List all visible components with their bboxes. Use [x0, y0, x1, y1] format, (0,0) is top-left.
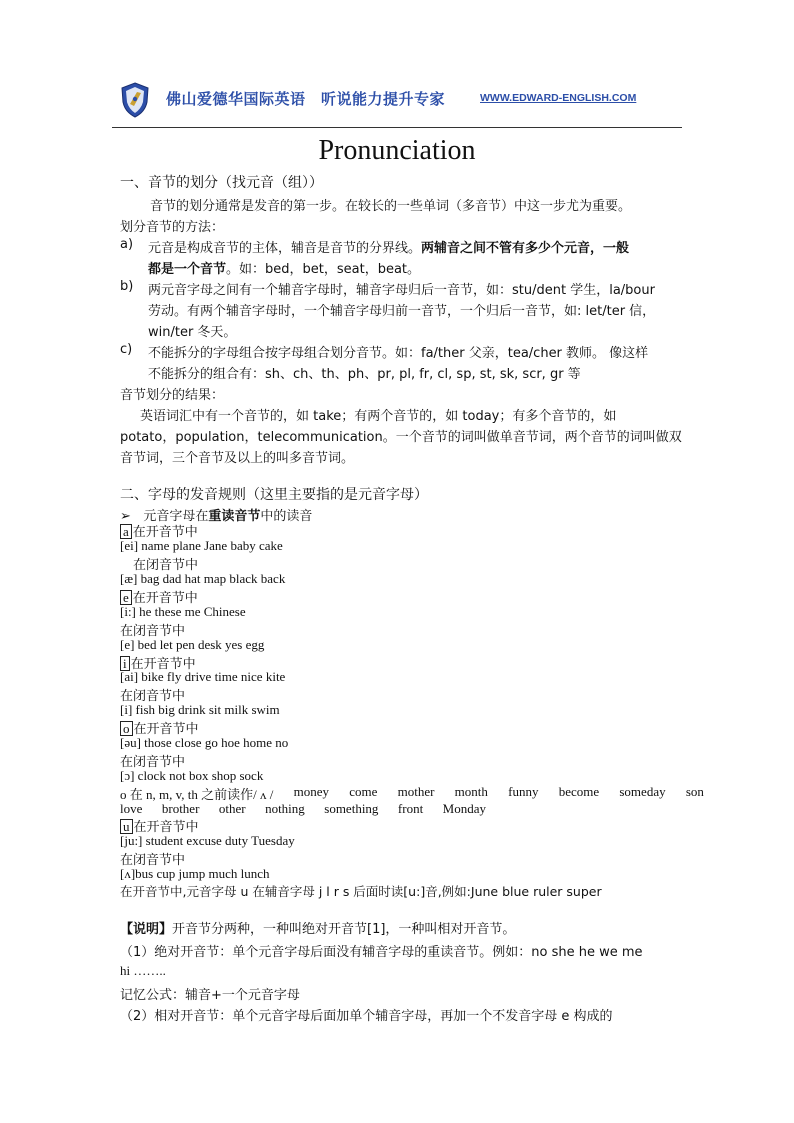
note-line1: 【说明】开音节分两种，一种叫绝对开音节[1]，一种叫相对开音节。	[120, 922, 516, 937]
o-special-line1: o 在 n, m, v, th 之前读作/ ʌ / money come mother month funny become someday son	[120, 784, 704, 802]
a-open-words: [ei] name plane Jane baby cake	[120, 538, 283, 553]
letter-u-box: u	[120, 819, 133, 834]
bullet-bold: 重读音节	[208, 509, 261, 524]
result-line1: 英语词汇中有一个音节的，如 take；有两个音节的，如 today；有多个音节的，如	[140, 409, 617, 424]
section1-heading: 一、音节的划分（找元音（组））	[120, 175, 323, 191]
item-a-marker: a)	[120, 237, 134, 252]
letter-o-box: o	[120, 721, 133, 736]
note-line3: hi ……..	[120, 963, 166, 978]
u-closed-label: 在闭音节中	[120, 853, 186, 868]
item-b-marker: b)	[120, 279, 134, 294]
o-closed-label: 在闭音节中	[120, 755, 186, 770]
result-line3: 音节词，三个音节及以上的叫多音节词。	[120, 451, 355, 466]
e-open-label: e 在开音节中	[120, 587, 198, 606]
letter-e-box: e	[120, 590, 132, 605]
o-open-label: o 在开音节中	[120, 718, 199, 737]
letter-i-box: i	[120, 656, 130, 671]
i-closed-words: [i] fish big drink sit milk swim	[120, 702, 280, 717]
item-b-line1: 两元音字母之间有一个辅音字母时，辅音字母归后一音节，如：stu/dent 学生，la/bour	[148, 283, 655, 298]
note-line2: （1）绝对开音节：单个元音字母后面没有辅音字母的重读音节。例如：no she he we me	[120, 945, 643, 960]
a-open-label: a 在开音节中	[120, 521, 198, 540]
result-line2: potato，population，telecommunication。一个音节的词叫做单音节词，两个音节的词叫做双	[120, 430, 682, 445]
header-divider	[112, 127, 682, 128]
o-open-words: [əu] those close go hoe home no	[120, 735, 289, 750]
shield-logo-icon	[120, 82, 150, 118]
item-b-line2: 劳动。有两个辅音字母时，一个辅音字母归前一音节，一个归后一音节，如: let/ter 信，	[148, 304, 656, 319]
i-open-words: [ai] bike fly drive time nice kite	[120, 669, 286, 684]
note-bracket: 【说明】	[120, 922, 173, 937]
a-closed-words: [æ] bag dad hat map black back	[120, 571, 286, 586]
website-link[interactable]: WWW.EDWARD-ENGLISH.COM	[480, 92, 637, 104]
bullet-post: 中的读音	[260, 509, 313, 524]
page-title: Pronunciation	[318, 135, 476, 166]
a-closed-label: 在闭音节中	[133, 558, 199, 573]
result-label: 音节划分的结果：	[120, 388, 225, 403]
item-a-bold2: 都是一个音节	[148, 262, 227, 277]
u-note: 在开音节中,元音字母 u 在辅音字母 j l r s 后面时读[u:]音,例如:June blue ruler super	[120, 884, 602, 899]
note-line5: （2）相对开音节：单个元音字母后面加单个辅音字母，再加一个不发音字母 e 构成的	[120, 1009, 613, 1024]
item-b-line3: win/ter 冬天。	[148, 325, 237, 340]
o-closed-words: [ɔ] clock not box shop sock	[120, 768, 264, 783]
item-a-bold: 两辅音之间不管有多少个元音，一般	[421, 241, 630, 256]
item-c-line1: 不能拆分的字母组合按字母组合划分音节。如：fa/ther 父亲，tea/cher 教师。 像这样	[148, 346, 649, 361]
e-closed-words: [e] bed let pen desk yes egg	[120, 637, 265, 652]
item-a-line2	[148, 258, 420, 277]
u-closed-words: [ʌ]bus cup jump much lunch	[120, 866, 270, 881]
item-a-line1	[148, 237, 629, 256]
bullet-pre: 元音字母在	[143, 509, 209, 524]
section1-intro: 音节的划分通常是发音的第一步。在较长的一些单词（多音节）中这一步尤为重要。	[150, 199, 632, 214]
item-c-marker: c)	[120, 342, 133, 357]
letter-a-box: a	[120, 524, 132, 539]
methods-label: 划分音节的方法：	[120, 220, 225, 235]
brand-name: 佛山爱德华国际英语 听说能力提升专家	[166, 90, 446, 108]
u-open-words: [ju:] student excuse duty Tuesday	[120, 833, 295, 848]
section2-heading: 二、字母的发音规则（这里主要指的是元音字母）	[120, 487, 428, 503]
e-closed-label: 在闭音节中	[120, 624, 186, 639]
i-open-label: i 在开音节中	[120, 653, 196, 672]
bullet-arrow-icon: ➢	[120, 509, 131, 524]
u-open-label: u 在开音节中	[120, 816, 199, 835]
i-closed-label: 在闭音节中	[120, 689, 186, 704]
note-line4: 记忆公式：辅音+一个元音字母	[120, 988, 300, 1003]
e-open-words: [i:] he these me Chinese	[120, 604, 246, 619]
o-special-line2: love brother other nothing something front Monday	[120, 801, 486, 816]
item-a-tail: 。如：bed，bet，seat，beat。	[226, 262, 421, 277]
item-a-text: 元音是构成音节的主体，辅音是音节的分界线。	[148, 241, 422, 256]
item-c-line2: 不能拆分的组合有：sh、ch、th、ph、pr, pl, fr, cl, sp, st, sk, scr, gr 等	[148, 367, 581, 382]
